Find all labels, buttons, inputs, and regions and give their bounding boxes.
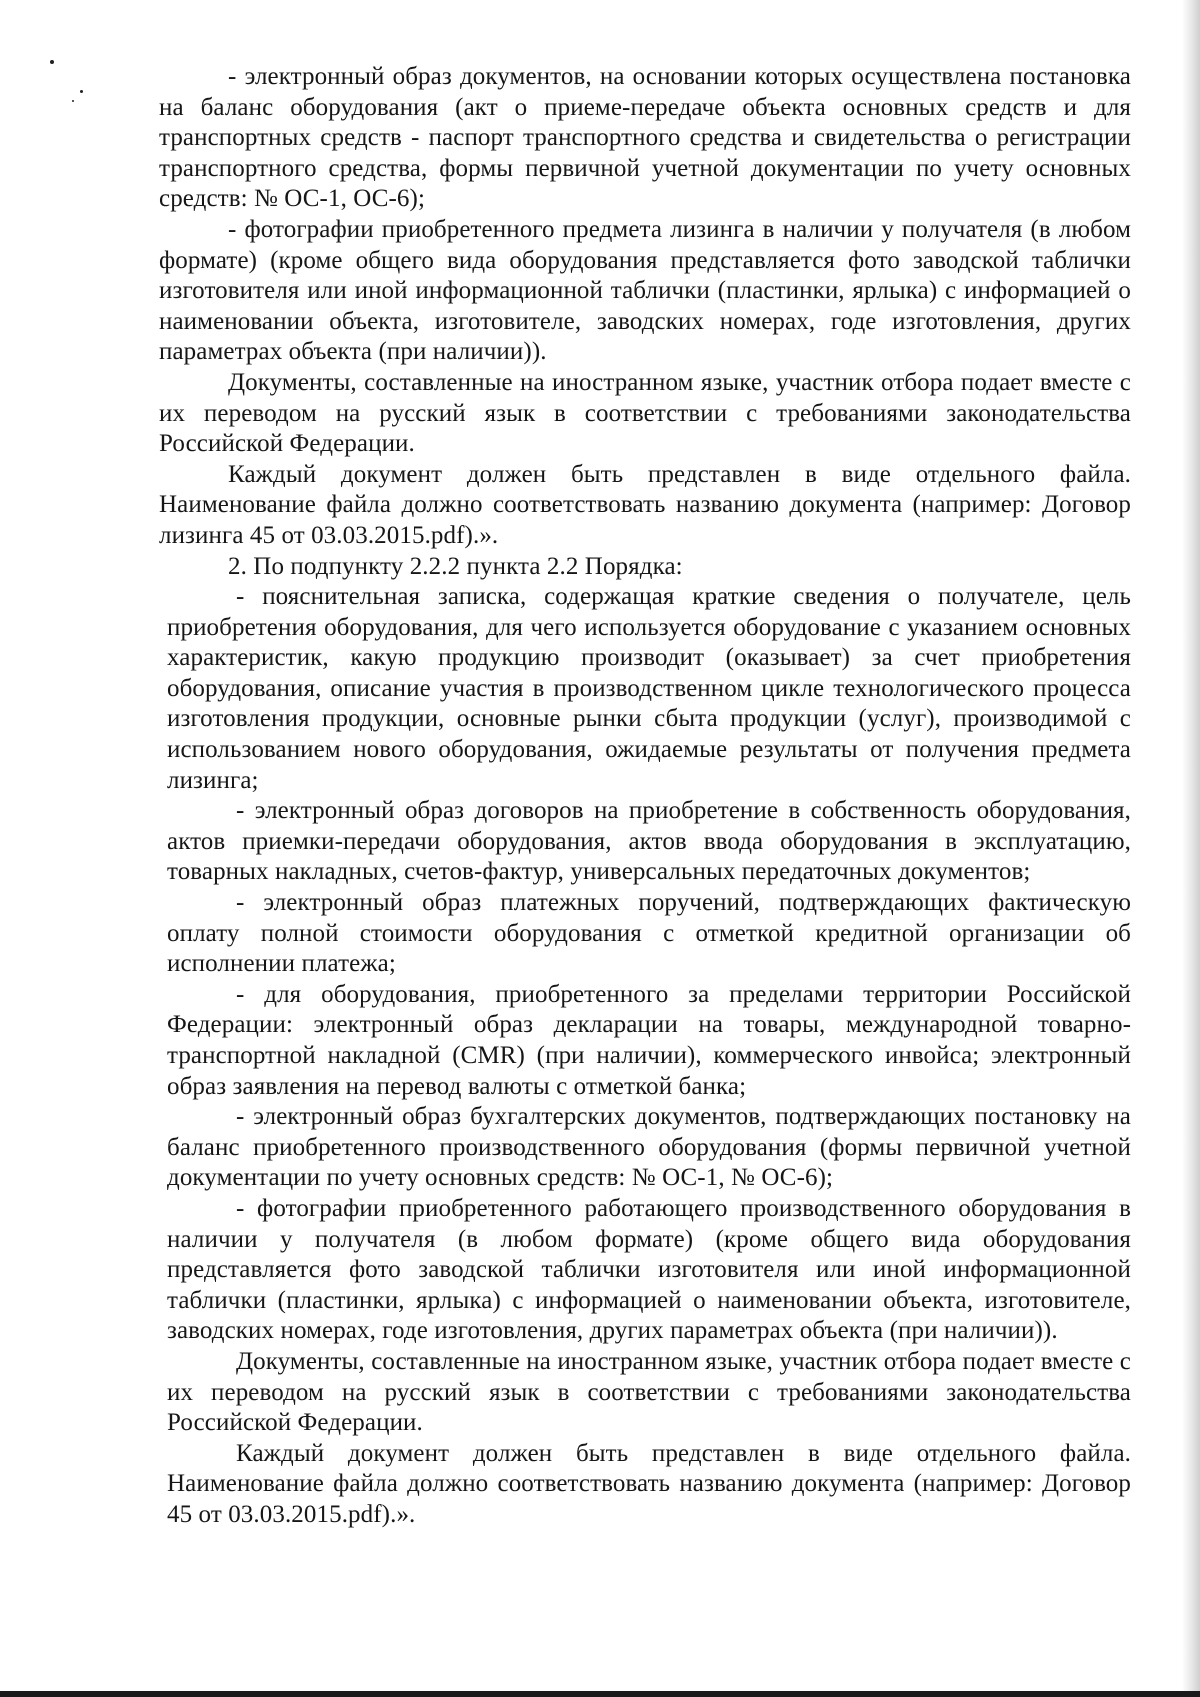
paragraph-separate-file: Каждый документ должен быть представлен в виде отдельного файла. Наименование файла должно соответствовать названию документа (например: Договор лизинга 45 от 03.03.2015.pdf).». — [159, 460, 1131, 549]
paragraph-photos-leasing: - фотографии приобретенного предмета лизинга в наличии у получателя (в любом формате) (кроме общего вида оборудования представляется фото заводской таблички изготовителя или иной информационной таблички (пластинки, ярлыка) с информацией о наименовании объекта, изготовителе, заводских номерах, годе изготовления, других параметрах объекта (при наличии)). — [159, 215, 1131, 366]
paragraph-explanatory-note: - пояснительная записка, содержащая краткие сведения о получателе, цель приобретения оборудования, для чего используется оборудование с указанием основных характеристик, какую продукцию производит (оказывает) за счет приобретения оборудования, описание участия в производственном цикле технологического процесса изготовления продукции, основные рынки сбыта продукции (услуг), производимой с использованием нового оборудования, ожидаемые результаты от получения предмета лизинга; — [167, 583, 1131, 794]
paragraph-electronic-image-balance: - электронный образ документов, на основании которых осуществлена постановка на баланс оборудования (акт о приеме-передаче объекта основных средств и для транспортных средств - паспорт транспортного средства и свидетельства о регистрации транспортного средства, формы первичной учетной документации по учету основных средств: № ОС-1, ОС-6); — [159, 63, 1131, 213]
paragraph-separate-file-2: Каждый документ должен быть представлен в виде отдельного файла. Наименование файла должно соответствовать названию документа (например: Договор 45 от 03.03.2015.pdf).». — [167, 1439, 1131, 1528]
paragraph-foreign-documents: Документы, составленные на иностранном языке, участник отбора подает вместе с их переводом на русский язык в соответствии с требованиями законодательства Российской Федерации. — [159, 368, 1131, 458]
scan-speck — [72, 100, 74, 102]
scan-edge-bottom — [0, 1691, 1200, 1697]
scan-speck — [50, 60, 54, 64]
paragraph-accounting-documents: - электронный образ бухгалтерских документов, подтверждающих постановку на баланс приобретенного производственного оборудования (формы первичной учетной документации по учету основных средств: № ОС-1, № ОС-6); — [167, 1103, 1131, 1192]
document-body — [159, 62, 1131, 1531]
paragraph-foreign-equipment: - для оборудования, приобретенного за пределами территории Российской Федерации: электронный образ декларации на товары, международной товарно-транспортной накладной (CMR) (при наличии), коммерческого инвойса; электронный образ заявления на перевод валюты с отметкой банка; — [167, 980, 1131, 1100]
paragraph-photos-equipment: - фотографии приобретенного работающего производственного оборудования в наличии у получателя (в любом формате) (кроме общего вида оборудования представляется фото заводской таблички изготовителя или иной информационной таблички (пластинки, ярлыка) с информацией о наименовании объекта, изготовителе, заводских номерах, годе изготовления, других параметрах объекта (при наличии)). — [167, 1194, 1131, 1345]
paragraph-purchase-contracts: - электронный образ договоров на приобретение в собственность оборудования, актов приемки-передачи оборудования, актов ввода оборудования в эксплуатацию, товарных накладных, счетов-фактур, универсальных передаточных документов; — [167, 797, 1131, 886]
paragraph-subclause-heading: 2. По подпункту 2.2.2 пункта 2.2 Порядка: — [228, 552, 683, 580]
scan-edge-right — [1182, 0, 1200, 1697]
paragraph-foreign-documents-2: Документы, составленные на иностранном языке, участник отбора подает вместе с их переводом на русский язык в соответствии с требованиями законодательства Российской Федерации. — [167, 1347, 1131, 1437]
paragraph-payment-orders: - электронный образ платежных поручений, подтверждающих фактическую оплату полной стоимости оборудования с отметкой кредитной организации об исполнении платежа; — [167, 889, 1131, 978]
scan-speck — [80, 90, 83, 93]
